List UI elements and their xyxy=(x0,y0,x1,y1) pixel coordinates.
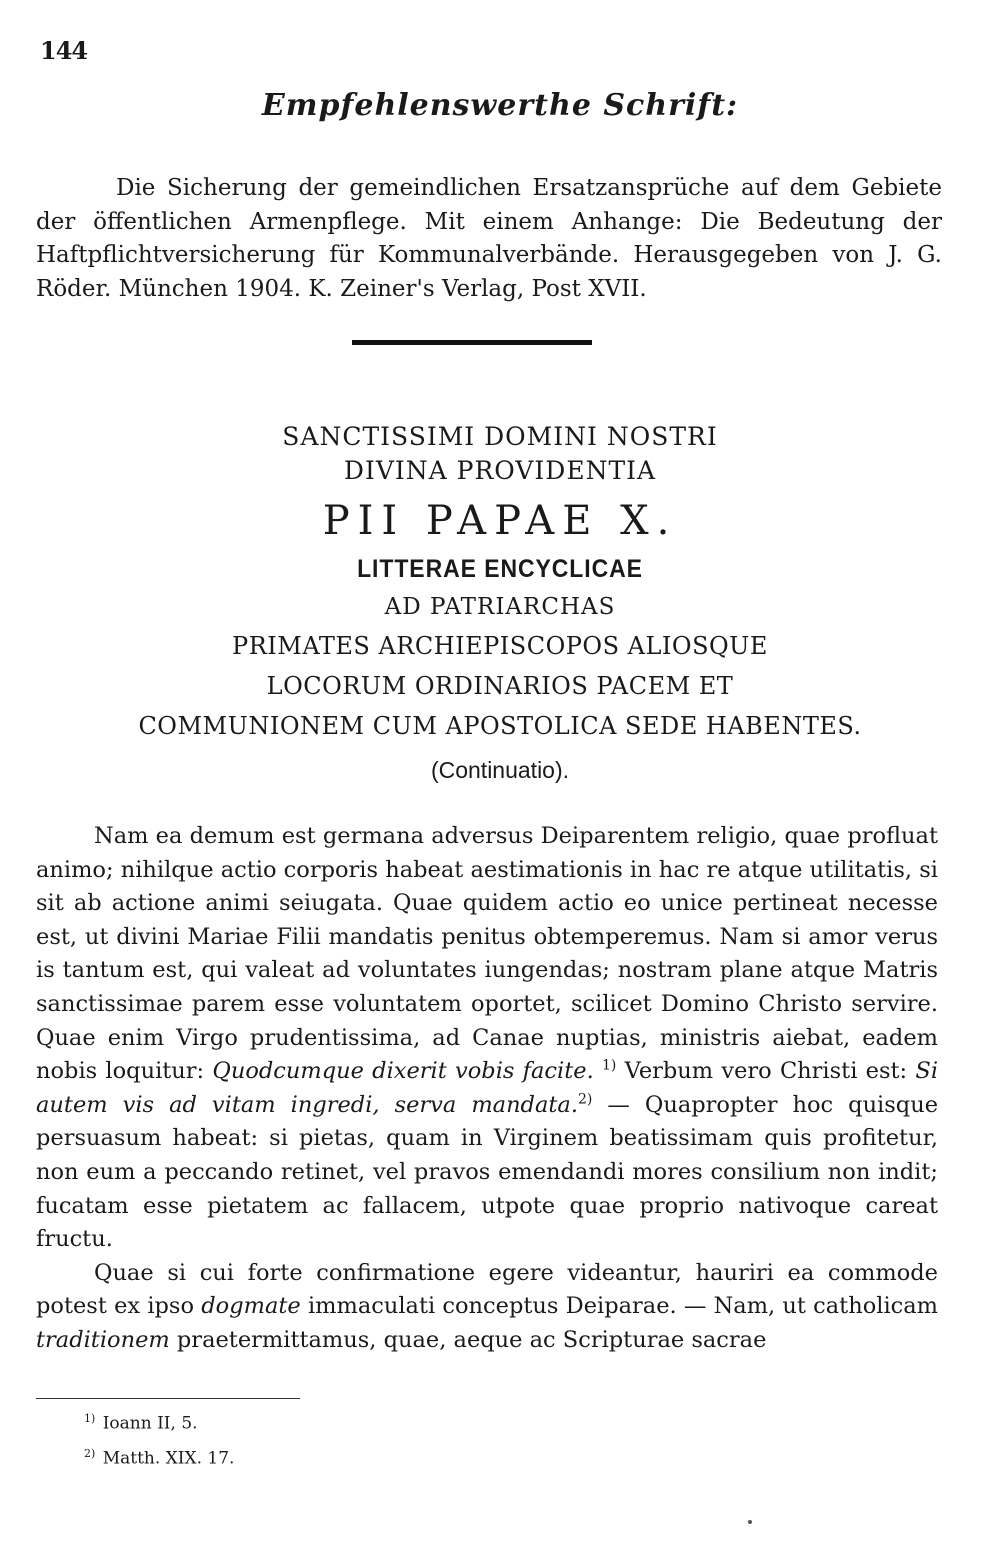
title-continuation: (Continuatio). xyxy=(430,757,570,783)
footnotes xyxy=(84,1404,234,1473)
recommendation-heading: Empfehlenswerthe Schrift: xyxy=(261,88,739,123)
footnote-1-mark: 1) xyxy=(84,1412,96,1425)
page-number: 144 xyxy=(40,36,88,65)
p1-text-b: Verbum vero Christi est: xyxy=(624,1058,908,1085)
footnote-2-mark: 2) xyxy=(84,1446,96,1460)
paragraph-2 xyxy=(36,1257,938,1358)
footnote-2-text: Matth. XIX. 17. xyxy=(102,1448,235,1469)
footnote-2 xyxy=(84,1439,234,1474)
title-line-divina: DIVINA PROVIDENTIA xyxy=(343,456,657,485)
footnote-ref-1: 1) xyxy=(602,1057,617,1074)
footnote-ref-2: 2) xyxy=(578,1091,593,1108)
section-separator xyxy=(352,340,592,345)
title-line-locorum: LOCORUM ORDINARIOS PACEM ET xyxy=(266,672,734,700)
p2-text-a: Quae si cui forte confirmatione egere videantur, hauriri ea commode potest ex ipso xyxy=(36,1259,938,1320)
footnote-1 xyxy=(84,1404,234,1439)
p1-text-a: Nam ea demum est germana adversus Deiparentem religio, quae profluat animo; nihilque actio corporis habeat aestimationis in hac re atque utilitatis, si sit ab actione animi seiugata. Quae quidem actio eo unice pertineat necesse est, ut divini Mariae Filii mandatis penitus obtemperemus. Nam si amor verus is tantum est, qui valeat ad voluntates iungendas; nostram plane atque Matris sanctissimae parem esse voluntatem oportet, scilicet Domino Christo servire. Quae enim Virgo prudentissima, ad Canae nuptias, ministris aiebat, eadem nobis loquitur: xyxy=(36,823,938,1085)
p2-emph-traditionem: traditionem xyxy=(36,1326,170,1353)
p1-quote-1: Quodcumque dixerit vobis facite. xyxy=(212,1058,594,1085)
title-line-ad-patriarchas: AD PATRIARCHAS xyxy=(384,594,616,620)
p1-text-c: — Quapropter hoc quisque persuasum habeat: si pietas, quam in Virginem beatissimam quis profitetur, non eum a peccando retinet, vel pravos emendandi mores consilium non indit; fucatam esse pietatem ac fallacem, utpote quae proprio nativoque careat fructu. xyxy=(36,1091,939,1253)
title-line-pope: PII PAPAE X. xyxy=(322,498,678,544)
recommendation-text: Die Sicherung der gemeindlichen Ersatzansprüche auf dem Gebiete der öffentlichen Armenpflege. Mit einem Anhange: Die Bedeutung der Haftpflichtversicherung für Kommunalverbände. Herausgegeben von J. G. Röder. München 1904. K. Zeiner's Verlag, Post XVII. xyxy=(36,175,942,302)
recommendation-paragraph xyxy=(36,172,942,306)
p2-emph-dogmate: dogmate xyxy=(201,1293,301,1320)
p1-quote-2: Si autem vis ad vitam ingredi, serva mandata. xyxy=(36,1058,939,1118)
main-body-text xyxy=(36,820,938,1358)
p2-text-c: praetermittamus, quae, aeque ac Scripturae sacrae xyxy=(176,1326,767,1353)
footnote-1-text: Ioann II, 5. xyxy=(102,1413,198,1434)
encyclical-title-block xyxy=(0,420,1000,794)
print-speck xyxy=(748,1520,752,1524)
title-line-primates: PRIMATES ARCHIEPISCOPOS ALIOSQUE xyxy=(232,632,768,660)
p2-text-b: immaculati conceptus Deiparae. — Nam, ut catholicam xyxy=(307,1293,939,1320)
title-line-sanctissimi: SANCTISSIMI DOMINI NOSTRI xyxy=(282,422,718,451)
title-line-communionem: COMMUNIONEM CUM APOSTOLICA SEDE HABENTES. xyxy=(138,712,862,740)
paragraph-1 xyxy=(36,820,938,1257)
title-line-litterae: LITTERAE ENCYCLICAE xyxy=(357,555,643,583)
footnote-rule xyxy=(36,1398,300,1399)
